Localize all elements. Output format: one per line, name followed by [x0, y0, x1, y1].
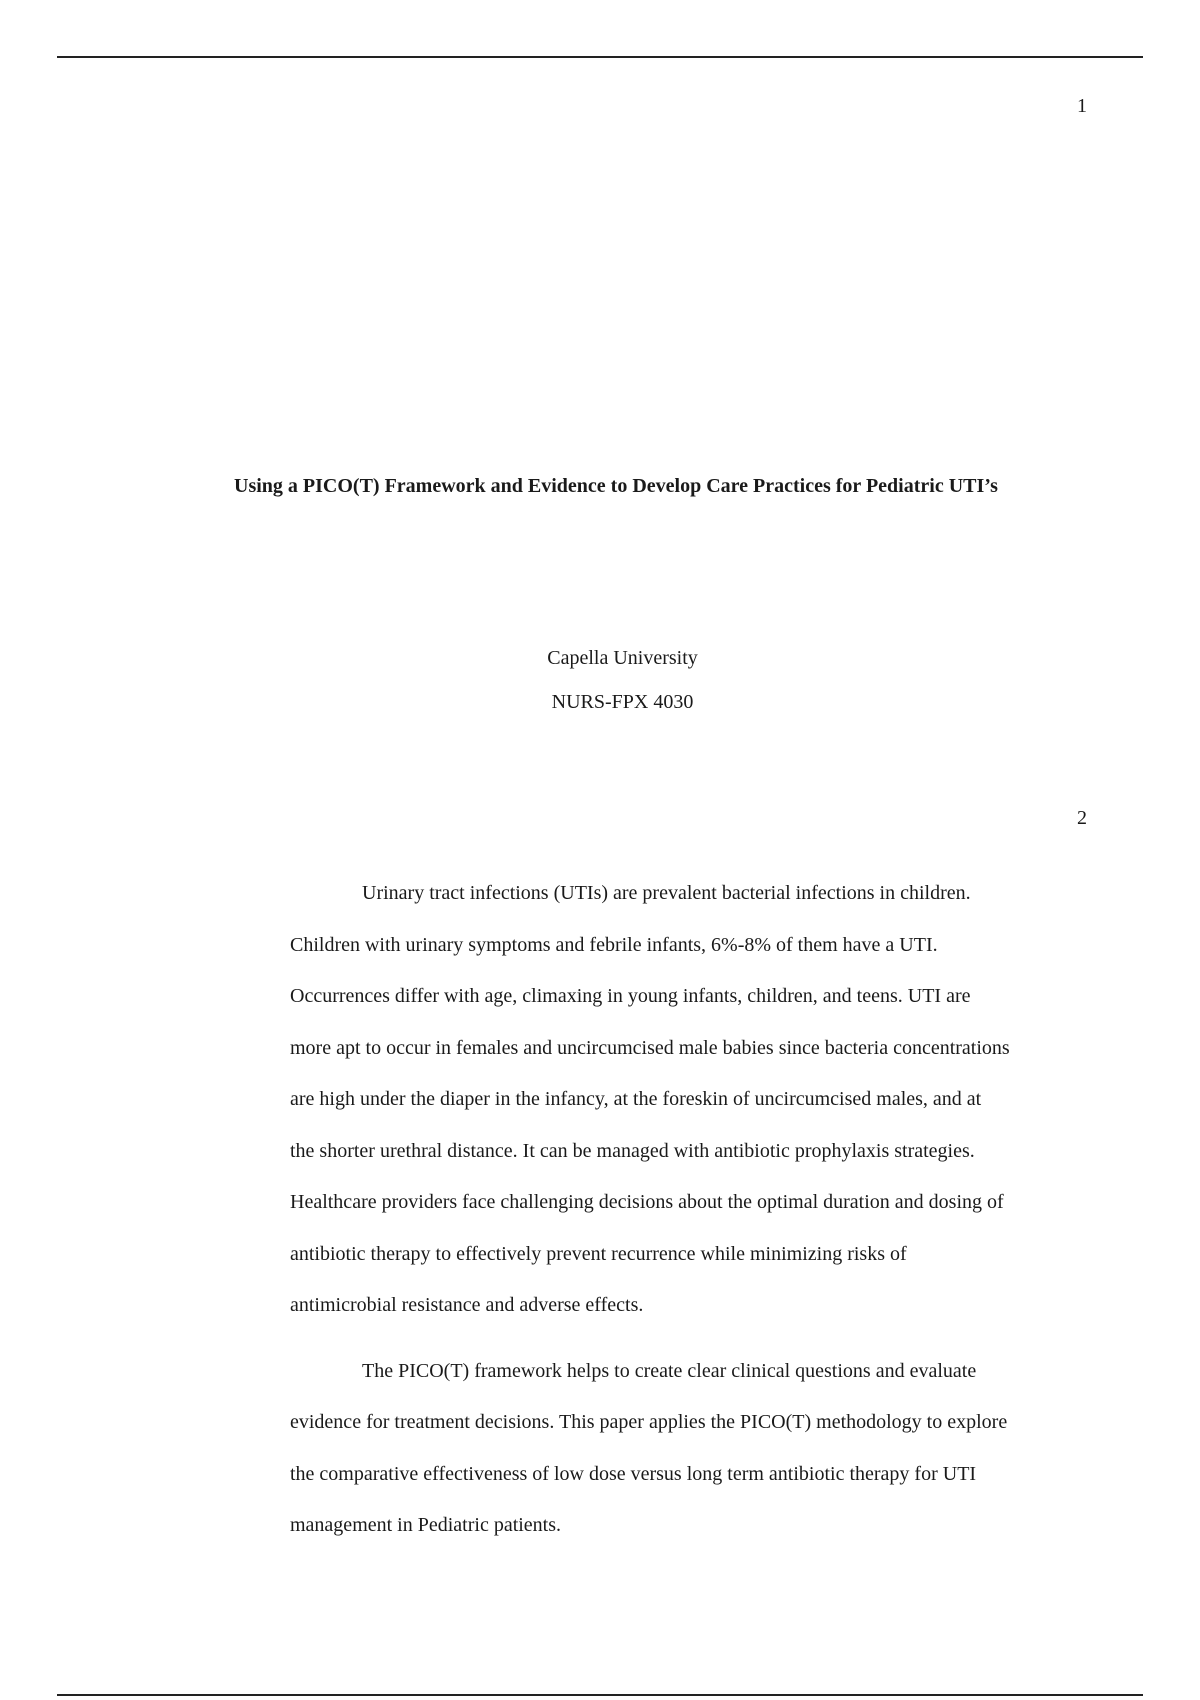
text-line: antimicrobial resistance and adverse effects.	[290, 1294, 644, 1316]
page-number-1: 1	[1077, 95, 1087, 117]
institution-name: Capella University	[547, 647, 698, 669]
paragraph-intro	[290, 868, 1095, 1332]
text-line: Healthcare providers face challenging decisions about the optimal duration and dosing of	[290, 1191, 1004, 1213]
page-bottom-border	[57, 1694, 1143, 1696]
course-code: NURS-FPX 4030	[551, 691, 694, 713]
text-line: Occurrences differ with age, climaxing in young infants, children, and teens. UTI are	[290, 985, 971, 1007]
text-line: the comparative effectiveness of low dose versus long term antibiotic therapy for UTI	[290, 1462, 977, 1485]
text-line: The PICO(T) framework helps to create clear clinical questions and evaluate	[362, 1359, 977, 1382]
text-line: the shorter urethral distance. It can be managed with antibiotic prophylaxis strategies.	[290, 1139, 975, 1162]
text-line: management in Pediatric patients.	[290, 1514, 562, 1536]
text-line: Children with urinary symptoms and febrile infants, 6%-8% of them have a UTI.	[290, 933, 938, 956]
text-line: more apt to occur in females and uncircumcised male babies since bacteria concentrations	[290, 1036, 1010, 1059]
text-line: evidence for treatment decisions. This paper applies the PICO(T) methodology to explore	[290, 1411, 1008, 1433]
body-text	[290, 868, 1095, 1566]
page-number-2: 2	[1077, 807, 1087, 829]
text-line: Urinary tract infections (UTIs) are prevalent bacterial infections in children.	[362, 882, 971, 904]
text-line: antibiotic therapy to effectively prevent recurrence while minimizing risks of	[290, 1242, 907, 1265]
paper-title: Using a PICO(T) Framework and Evidence to Develop Care Practices for Pediatric UTI’s	[234, 475, 998, 497]
text-line: are high under the diaper in the infancy, at the foreskin of uncircumcised males, and at	[290, 1088, 982, 1110]
page-top-border	[57, 56, 1143, 58]
paragraph-pico-framework	[290, 1346, 1095, 1552]
